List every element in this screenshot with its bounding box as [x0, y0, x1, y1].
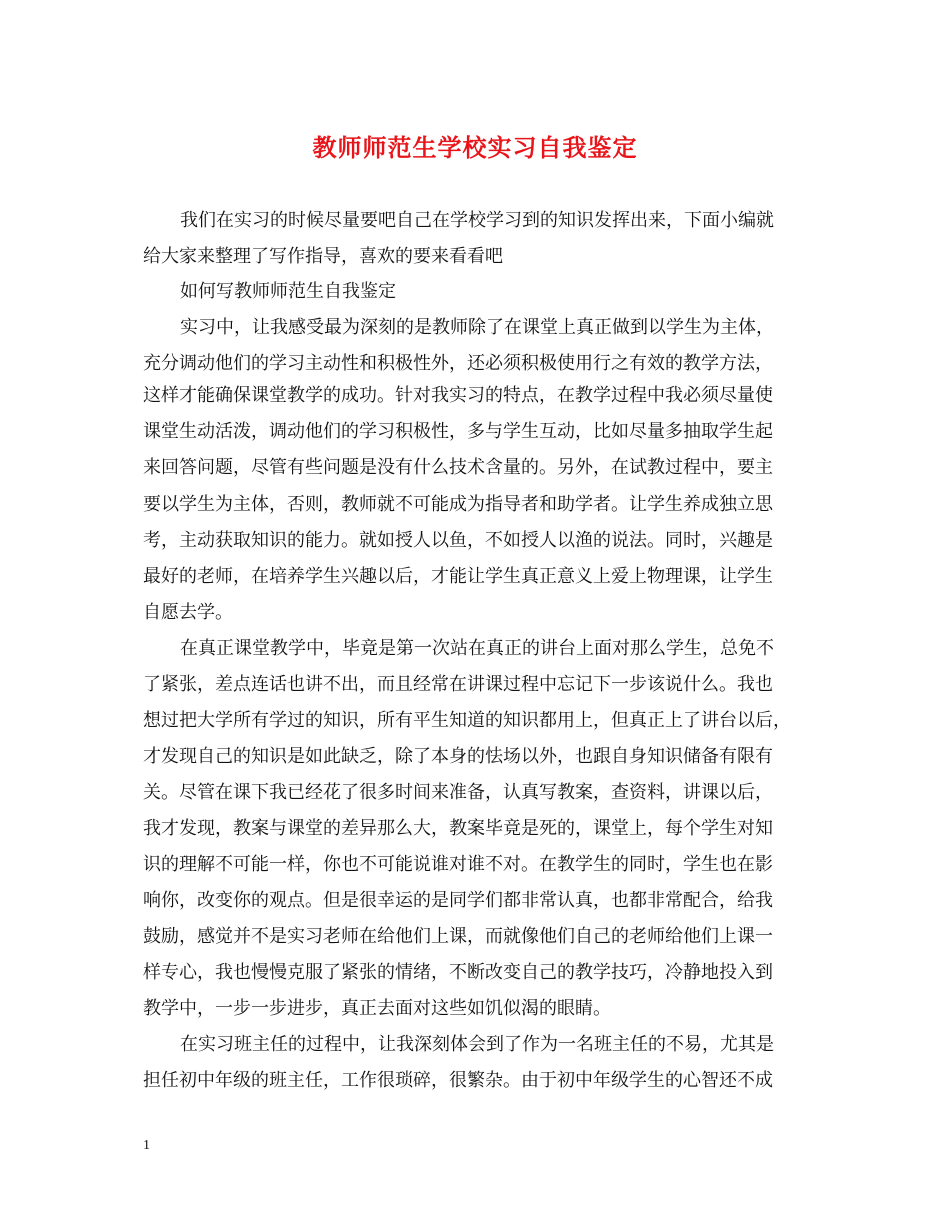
text-line: 样专心，我也慢慢克服了紧张的情绪，不断改变自己的教学技巧，冷静地投入到 — [143, 962, 773, 983]
text-line: 教学中，一步一步进步，真正去面对这些如饥似渴的眼睛。 — [143, 998, 611, 1019]
text-line: 我才发现，教案与课堂的差异那么大，教案毕竟是死的，课堂上，每个学生对知 — [143, 818, 773, 839]
text-line: 担任初中年级的班主任，工作很琐碎，很繁杂。由于初中年级学生的心智还不成 — [143, 1070, 773, 1091]
text-line: 这样才能确保课堂教学的成功。针对我实习的特点，在教学过程中我必须尽量使 — [143, 385, 773, 406]
text-line: 鼓励，感觉并不是实习老师在给他们上课，而就像他们自己的老师给他们上课一 — [143, 926, 773, 947]
text-line: 在真正课堂教学中，毕竟是第一次站在真正的讲台上面对那么学生，总免不 — [180, 638, 774, 659]
text-line: 识的理解不可能一样，你也不可能说谁对谁不对。在教学生的同时，学生也在影 — [143, 854, 773, 875]
text-line: 考，主动获取知识的能力。就如授人以鱼，不如授人以渔的说法。同时，兴趣是 — [143, 530, 773, 551]
text-line: 才发现自己的知识是如此缺乏，除了本身的怯场以外，也跟自身知识储备有限有 — [143, 746, 773, 767]
text-line: 我们在实习的时候尽量要吧自己在学校学习到的知识发挥出来，下面小编就 — [180, 210, 774, 231]
document-title: 教师师范生学校实习自我鉴定 — [312, 133, 638, 162]
text-line: 了紧张，差点连话也讲不出，而且经常在讲课过程中忘记下一步该说什么。我也 — [143, 674, 773, 695]
text-line: 想过把大学所有学过的知识，所有平生知道的知识都用上，但真正上了讲台以后， — [143, 710, 791, 731]
text-line: 要以学生为主体，否则，教师就不可能成为指导者和助学者。让学生养成独立思 — [143, 494, 773, 515]
page-number: 1 — [143, 1138, 150, 1153]
text-line: 最好的老师，在培养学生兴趣以后，才能让学生真正意义上爱上物理课，让学生 — [143, 566, 773, 587]
text-line: 如何写教师师范生自我鉴定 — [180, 281, 396, 302]
text-line: 给大家来整理了写作指导，喜欢的要来看看吧 — [143, 246, 503, 267]
text-line: 自愿去学。 — [143, 602, 233, 623]
text-line: 关。尽管在课下我已经花了很多时间来准备，认真写教案，查资料，讲课以后， — [143, 782, 773, 803]
text-line: 响你，改变你的观点。但是很幸运的是同学们都非常认真，也都非常配合，给我 — [143, 890, 773, 911]
text-line: 课堂生动活泼，调动他们的学习积极性，多与学生互动，比如尽量多抽取学生起 — [143, 421, 773, 442]
text-line: 实习中，让我感受最为深刻的是教师除了在课堂上真正做到以学生为主体， — [180, 317, 774, 338]
text-line: 在实习班主任的过程中，让我深刻体会到了作为一名班主任的不易，尤其是 — [180, 1034, 774, 1055]
text-line: 来回答问题，尽管有些问题是没有什么技术含量的。另外，在试教过程中，要主 — [143, 457, 773, 478]
text-line: 充分调动他们的学习主动性和积极性外，还必须积极使用行之有效的教学方法， — [143, 353, 773, 374]
